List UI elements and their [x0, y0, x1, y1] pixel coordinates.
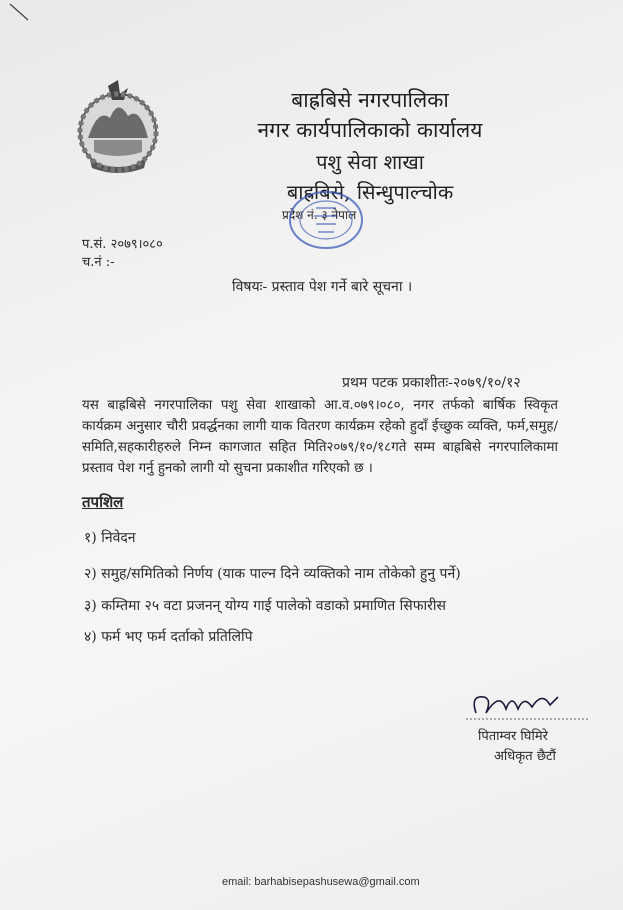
pen-mark [8, 2, 30, 24]
list-item: २) समुह/समितिको निर्णय (याक पाल्न दिने व्यक्तिको नाम तोकेको हुनु पर्ने) [84, 566, 461, 582]
nepal-emblem-logo [68, 78, 168, 178]
section-name: पशु सेवा शाखा [316, 150, 424, 174]
signatory-title: अधिकृत छैटौं [494, 749, 556, 764]
signatory-name: पिताम्वर घिमिरे [478, 729, 548, 744]
list-item: ३) कम्तिमा २५ वटा प्रजनन् योग्य गाई पालेको वडाको प्रमाणित सिफारीस [84, 598, 446, 614]
office-name: नगर कार्यपालिकाको कार्यालय [257, 118, 483, 142]
details-heading: तपशिल [82, 493, 124, 511]
office-address: बाह्रबिसे, सिन्धुपाल्चोक [286, 180, 454, 204]
municipality-name: बाह्रबिसे नगरपालिका [291, 88, 449, 112]
publish-date: प्रथम पटक प्रकाशीतः-२०७९/१०/१२ [342, 375, 521, 391]
list-item: १) निवेदन [84, 530, 136, 546]
office-stamp [276, 186, 372, 254]
footer-email: email: barhabisepashusewa@gmail.com [222, 876, 420, 888]
notice-body: यस बाह्रबिसे नगरपालिका पशु सेवा शाखाको आ.व.०७९।०८०, नगर तर्फको बार्षिक स्विकृत कार्यक्रम अनुसार चौरी प्रवर्द्धनका लागी याक वितरण कार्यक्रम रहेको हुदाँ ईच्छुक व्यक्ति, फर्म,समुह/समिति,सहकारीहरुले निम्न कागजात सहित मिति२०७९/१०/१८गते सम्म बाह्रबिसे नगरपालिकामा प्रस्ताव पेश गर्नु हुनको लागी यो सुचना प्रकाशीत गरिएको छ । [82, 398, 558, 476]
subject-line: विषयः- प्रस्ताव पेश गर्ने बारे सूचना । [232, 279, 413, 295]
province-line: प्रदेश नं. ३ नेपाल [282, 208, 357, 222]
list-item: ४) फर्म भए फर्म दर्ताको प्रतिलिपि [84, 629, 253, 645]
handwritten-signature [462, 685, 592, 725]
dispatch-number: च.नं :- [82, 255, 115, 270]
letter-number: प.सं. २०७९।०८० [82, 237, 163, 252]
